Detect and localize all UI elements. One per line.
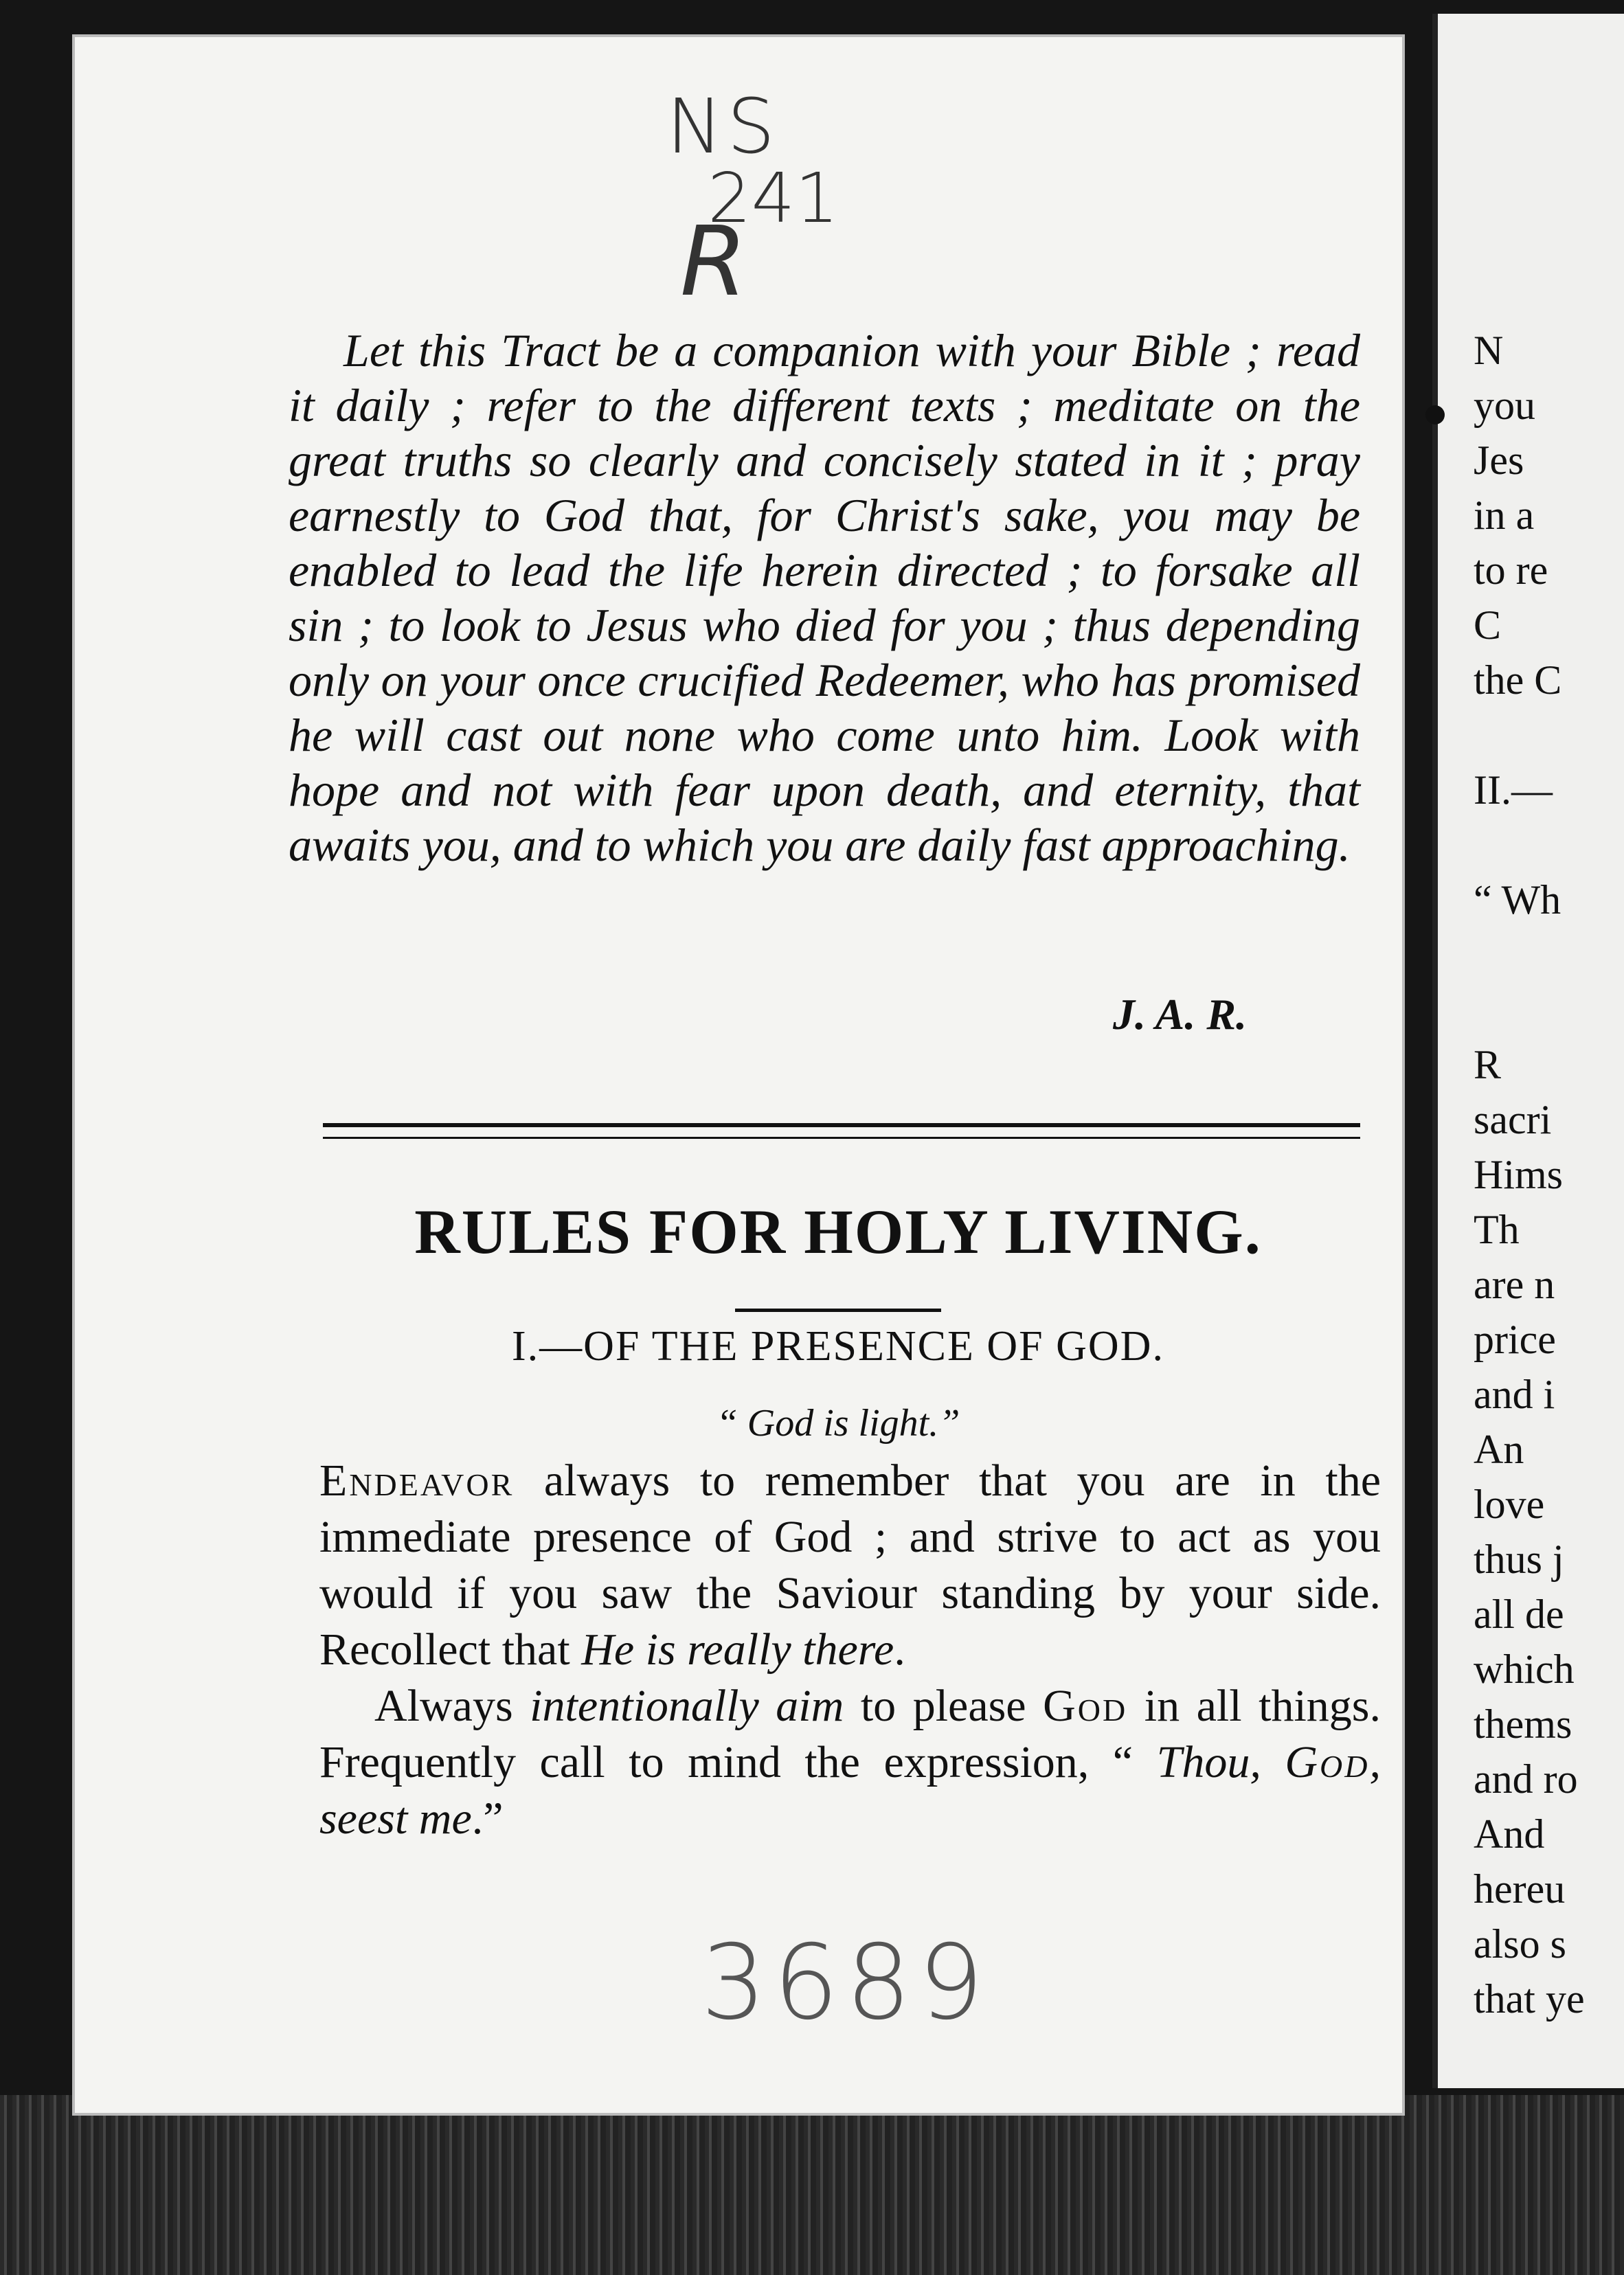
right-page-line: are n — [1474, 1262, 1555, 1307]
right-page-line: all de — [1474, 1592, 1564, 1637]
p2-quote-b: , seest me — [319, 1737, 1381, 1844]
p2-emphasis: intentionally aim — [530, 1681, 844, 1731]
p2-quote-god: God — [1285, 1737, 1370, 1787]
p2-end: .” — [471, 1793, 504, 1844]
ink-dot — [1425, 405, 1445, 425]
right-page-line: that ye — [1474, 1976, 1585, 2022]
right-page-line: sacri — [1474, 1097, 1552, 1142]
body-paragraph-2 — [319, 1678, 1381, 1847]
p1-end: . — [894, 1625, 905, 1675]
right-page-line: hereu — [1474, 1866, 1566, 1912]
divider-thick — [323, 1123, 1360, 1127]
p2-god: God — [1043, 1681, 1128, 1731]
p1-text: always to remember that you are in the immediate presence of God ; and strive to act as you would if you saw the Saviour standing by your side. Recollect that — [319, 1456, 1381, 1675]
handwritten-call-number-ns: NS — [666, 82, 780, 170]
right-page-line: you — [1474, 383, 1535, 428]
right-page-line: and ro — [1474, 1756, 1578, 1802]
handwritten-call-letter-r: R — [680, 206, 747, 318]
p2-quote-a: Thou, — [1156, 1737, 1285, 1787]
right-page-line: the C — [1474, 657, 1562, 703]
right-page-line — [1474, 708, 1624, 762]
right-page-line: Th — [1474, 1207, 1520, 1252]
title-underline — [735, 1309, 941, 1312]
right-page-line: in a — [1474, 493, 1535, 538]
right-page-line: thems — [1474, 1701, 1572, 1747]
right-page-line: II.— — [1474, 767, 1553, 813]
binding-cloth — [0, 2095, 1624, 2275]
intro-signature: J. A. R. — [1113, 990, 1247, 1039]
section-body — [319, 1453, 1381, 1847]
right-page-line: N — [1474, 328, 1504, 373]
p1-emphasis: He is really there — [581, 1625, 894, 1675]
tract-title: RULES FOR HOLY LIVING. — [414, 1197, 1262, 1267]
right-page-text — [1474, 323, 1624, 2026]
section-epigraph: “ God is light.” — [716, 1402, 960, 1445]
p2-text-b: to please — [844, 1681, 1044, 1731]
p2-text-c: in all things. Frequently call to mind the expression, “ — [319, 1681, 1381, 1787]
right-page-line: Hims — [1474, 1152, 1564, 1197]
right-page-line — [1474, 817, 1624, 872]
right-page-line — [1474, 927, 1624, 982]
handwritten-accession-number: 3689 — [701, 1923, 991, 2043]
right-page-line: R — [1474, 1042, 1502, 1087]
right-page-line — [1474, 982, 1624, 1037]
section-heading: I.—OF THE PRESENCE OF GOD. — [512, 1323, 1164, 1370]
right-page-line: “ Wh — [1474, 877, 1561, 923]
right-page-line: thus j — [1474, 1537, 1564, 1582]
p2-text-a: Always — [374, 1681, 530, 1731]
handwritten-call-number-241: 241 — [708, 158, 839, 238]
lead-word: Endeavor — [319, 1456, 515, 1506]
right-page-line: love — [1474, 1482, 1545, 1527]
right-page-line: to re — [1474, 547, 1548, 593]
right-page-line: also s — [1474, 1921, 1566, 1967]
intro-text: Let this Tract be a companion with your Bible ; read it daily ; refer to the different texts ; meditate on the great truths so clearly and concisely stated in it ; pray earnestly to God that, for Christ's sake, you may be enabled to lead the life herein directed ; to forsake all sin ; to look to Jesus who died for you ; thus depending only on your once crucified Redeemer, who has promised he will cast out none who come unto him. Look with hope and not with fear upon death, and eternity, that awaits you, and to which you are daily fast approaching. — [289, 324, 1360, 871]
right-page-line: which — [1474, 1646, 1575, 1692]
right-page-line: and i — [1474, 1372, 1555, 1417]
right-page-line: An — [1474, 1427, 1524, 1472]
right-page-line: And — [1474, 1811, 1545, 1857]
right-page-line: Jes — [1474, 438, 1524, 483]
right-page-line: price — [1474, 1317, 1556, 1362]
body-paragraph-1 — [319, 1453, 1381, 1678]
intro-paragraph — [289, 323, 1360, 872]
divider-thin — [323, 1137, 1360, 1139]
right-page-line: C — [1474, 602, 1502, 648]
